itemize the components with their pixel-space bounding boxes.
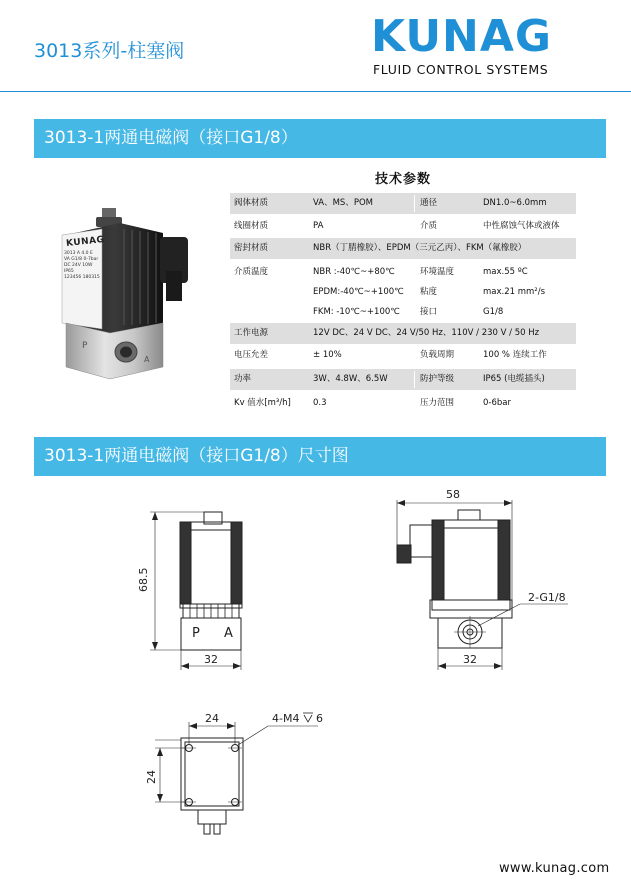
product-label-line: VA G1/8 0-7bar <box>64 257 99 262</box>
spec-label: 工作电源 <box>234 328 269 338</box>
spec-label: 介质 <box>420 221 438 231</box>
side-width-dim: 58 <box>446 488 460 501</box>
spec-value: 100 % 连续工作 <box>483 350 547 360</box>
side-view <box>397 500 568 670</box>
logo-subtitle: FLUID CONTROL SYSTEMS <box>373 62 549 77</box>
product-port-mark-a: A <box>144 355 150 364</box>
spec-label: 阀体材质 <box>234 198 269 208</box>
front-port-p: P <box>192 626 200 641</box>
depth-symbol-icon <box>303 713 313 722</box>
spec-table-title: 技术参数 <box>374 172 431 187</box>
page-title: 3013系列-柱塞阀 <box>34 40 185 62</box>
spec-value: DN1.0~6.0mm <box>483 198 547 208</box>
bottom-hole-callout: 4-M4 <box>272 712 300 725</box>
product-label-line: DC 24V 10W IP65 <box>64 263 93 274</box>
spec-value: NBR :-40℃~+80℃ <box>313 267 395 277</box>
bottom-side-dim: 24 <box>145 770 158 784</box>
spec-value: max.55 ºC <box>483 267 528 277</box>
spec-label: 环境温度 <box>420 267 455 277</box>
section-banner-specs: 3013-1两通电磁阀（接口G1/8） <box>34 119 606 158</box>
spec-value: 12V DC、24 V DC、24 V/50 Hz、110V / 230 V / 50 Hz <box>313 328 540 338</box>
front-port-a: A <box>224 626 233 641</box>
side-bottom-dim: 32 <box>463 653 477 666</box>
spec-value: PA <box>313 221 324 231</box>
spec-value: EPDM:-40℃~+100℃ <box>313 287 404 297</box>
spec-label: 接口 <box>420 307 438 317</box>
spec-value: VA、MS、POM <box>313 198 373 208</box>
spec-label: 线圈材质 <box>234 221 269 231</box>
spec-value: G1/8 <box>483 307 504 317</box>
side-port-callout: 2-G1/8 <box>528 591 566 604</box>
spec-label: 密封材质 <box>234 243 269 253</box>
product-label-line: 123456 180315 <box>64 275 100 280</box>
front-height-dim: 68.5 <box>137 567 150 592</box>
spec-label: 通径 <box>420 198 438 208</box>
product-label-line: 3013 A 4.0 E <box>64 251 93 256</box>
spec-value: IP65 (电缆插头) <box>483 374 545 384</box>
spec-label: 电压允差 <box>234 350 269 360</box>
logo-word: KUNAG <box>371 11 553 62</box>
spec-label: 负载周期 <box>420 350 455 360</box>
spec-value: 0.3 <box>313 398 327 408</box>
spec-label: 介质温度 <box>234 267 269 277</box>
spec-value: ± 10% <box>313 350 342 360</box>
bottom-view <box>155 722 318 834</box>
spec-label: 压力范围 <box>420 398 455 408</box>
spec-label: Kv 值水[m³/h] <box>234 398 291 408</box>
spec-value: 0-6bar <box>483 398 511 408</box>
spec-label: 粘度 <box>420 287 438 297</box>
product-port-mark: P <box>82 341 88 351</box>
spec-value: FKM: -10℃~+100℃ <box>313 307 400 317</box>
bottom-depth-mark: 6 <box>316 712 323 725</box>
section-banner-dimensions: 3013-1两通电磁阀（接口G1/8）尺寸图 <box>34 437 606 476</box>
front-width-dim: 32 <box>204 653 218 666</box>
spec-label: 防护等级 <box>420 374 455 384</box>
spec-value: 中性腐蚀气体或液体 <box>483 221 560 231</box>
spec-value: 3W、4.8W、6.5W <box>313 374 388 384</box>
product-brand: KUNAG <box>65 235 105 249</box>
bottom-top-dim: 24 <box>205 712 219 725</box>
footer-website: www.kunag.com <box>499 861 610 876</box>
spec-value: NBR（丁腈橡胶）、EPDM（三元乙丙）、FKM（氟橡胶） <box>313 243 527 253</box>
front-view <box>150 512 242 670</box>
spec-value: max.21 mm²/s <box>483 287 545 297</box>
spec-label: 功率 <box>234 374 252 384</box>
